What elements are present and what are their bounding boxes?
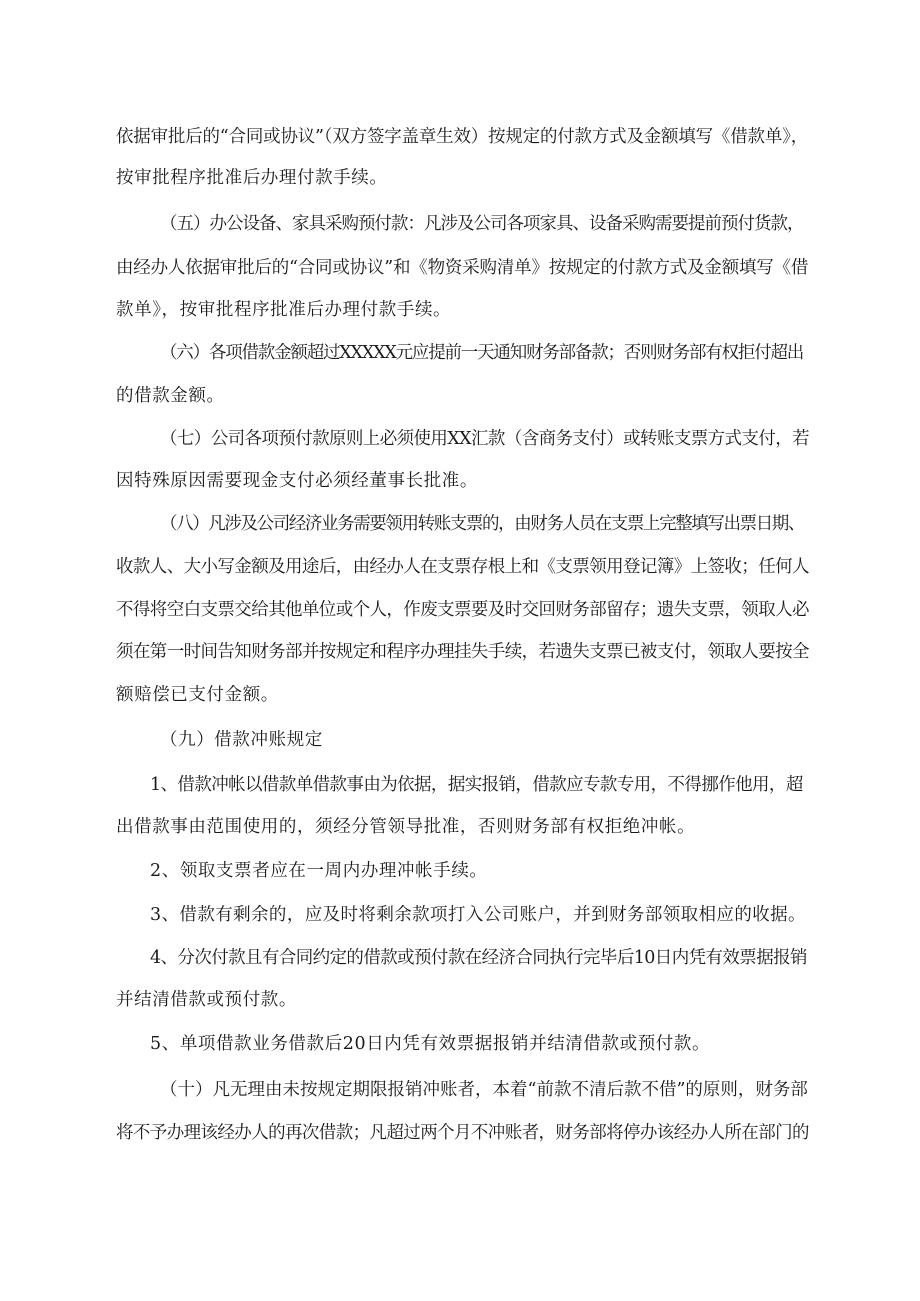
list-item-3: 3、借款有剩余的，应及时将剩余款项打入公司账户，并到财务部领取相应的收据。 [150,905,806,925]
text-line: 依据审批后的“合同或协议”（双方签字盖章生效）按规定的付款方式及金额填写《借款单》， [116,127,808,147]
section-8-heading: （八）凡涉及公司经济业务需要领用转账支票的，由财务人员在支票上完整填写出票日期、 [160,514,804,534]
text-line: 出借款事由范围使用的，须经分管领导批准，否则财务部有权拒绝冲帐。 [116,817,696,837]
text-line: 按审批程序批准后办理付款手续。 [116,168,388,188]
text-line: 将不予办理该经办人的再次借款；凡超过两个月不冲账者，财务部将停办该经办人所在部门的 [116,1123,809,1143]
text-line: 额赔偿已支付金额。 [116,685,279,705]
list-item-4: 4、分次付款且有合同约定的借款或预付款在经济合同执行完毕后10日内凭有效票据报销 [150,948,807,968]
text-line: 须在第一时间告知财务部并按规定和程序办理挂失手续，若遗失支票已被支付，领取人要按全 [116,642,809,662]
text-line: 由经办人依据审批后的“合同或协议”和《物资采购清单》按规定的付款方式及金额填写《借 [116,258,809,278]
section-6-heading: （六）各项借款金额超过XXXXX元应提前一天通知财务部备款；否则财务部有权拒付超出 [160,343,804,363]
list-item-1: 1、借款冲帐以借款单借款事由为依据，据实报销，借款应专款专用，不得挪作他用，超 [150,775,803,795]
list-item-2: 2、领取支票者应在一周内办理冲帐手续。 [150,861,488,881]
list-item-5: 5、单项借款业务借款后20日内凭有效票据报销并结清借款或预付款。 [150,1034,711,1054]
section-5-heading: （五）办公设备、家具采购预付款：凡涉及公司各项家具、设备采购需要提前预付货款， [160,214,804,234]
section-10-heading: （十）凡无理由未按规定期限报销冲账者，本着“前款不清后款不借”的原则，财务部 [160,1080,808,1100]
section-9-heading: （九）借款冲账规定 [160,730,323,750]
text-line: 并结清借款或预付款。 [116,990,297,1010]
text-line: 款单》，按审批程序批准后办理付款手续。 [116,300,452,320]
text-line: 收款人、大小写金额及用途后，由经办人在支票存根上和《支票领用登记簿》上签收；任何人 [116,557,809,577]
text-line: 不得将空白支票交给其他单位或个人，作废支票要及时交回财务部留存；遗失支票，领取人必 [116,600,809,620]
section-7-heading: （七）公司各项预付款原则上必须使用XX汇款（含商务支付）或转账支票方式支付，若 [160,429,810,449]
text-line: 的借款金额。 [116,386,225,406]
text-line: 因特殊原因需要现金支付必须经董事长批准。 [116,471,478,491]
